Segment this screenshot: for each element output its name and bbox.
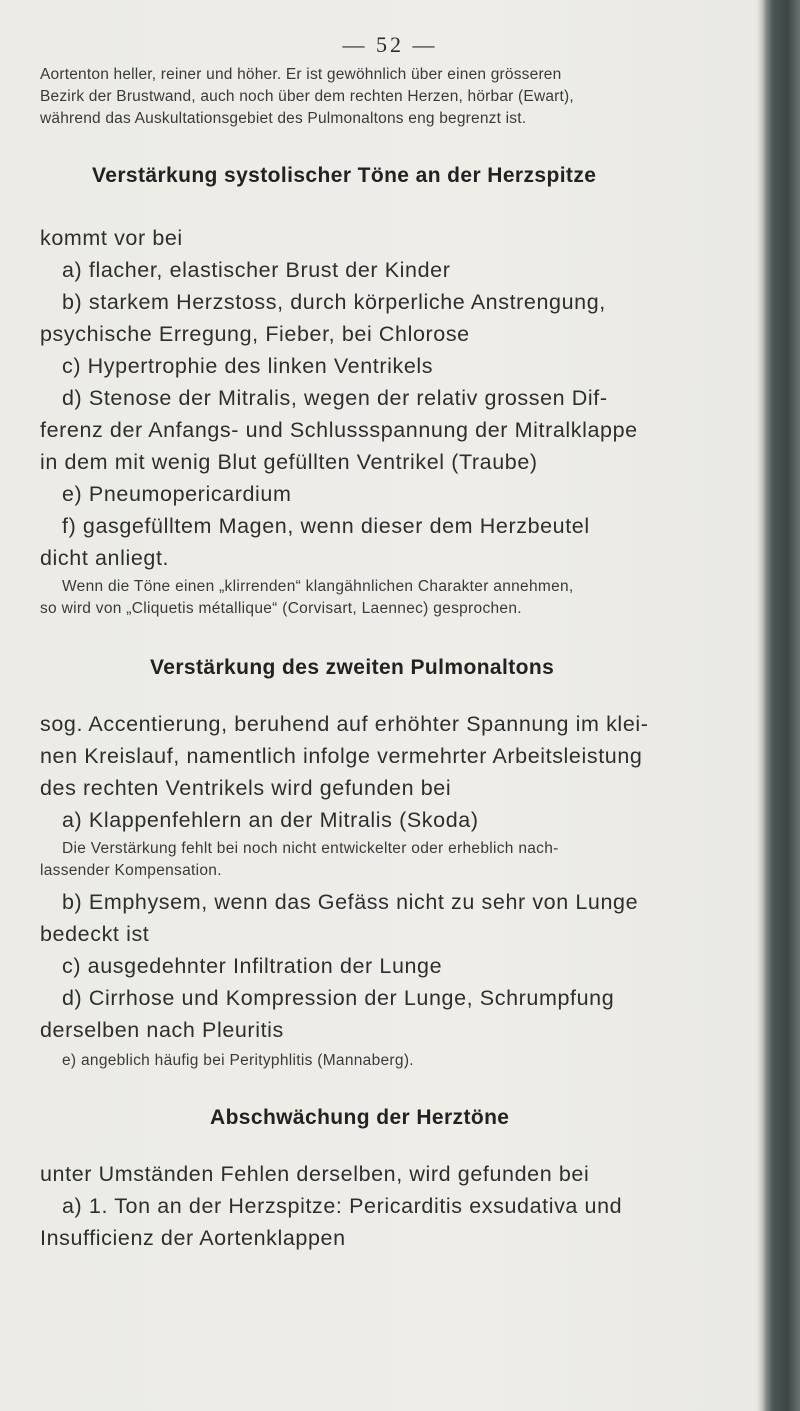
section1-line: dicht anliegt.	[40, 546, 170, 570]
section1-line: a) flacher, elastischer Brust der Kinder	[62, 258, 451, 282]
section2-line: d) Cirrhose und Kompression der Lunge, Schrumpfung	[62, 986, 615, 1010]
intro-line-2: Bezirk der Brustwand, auch noch über dem rechten Herzen, hörbar (Ewart),	[40, 88, 574, 105]
section1-line: b) starkem Herzstoss, durch körperliche Anstrengung,	[62, 290, 606, 314]
section1-line: kommt vor bei	[40, 226, 183, 250]
section1-line: d) Stenose der Mitralis, wegen der relativ grossen Dif-	[62, 386, 608, 410]
section2-note-line: Die Verstärkung fehlt bei noch nicht entwickelter oder erheblich nach-	[62, 840, 559, 857]
section3-line: Insufficienz der Aortenklappen	[40, 1226, 346, 1250]
section-heading-weakening: Abschwächung der Herztöne	[210, 1106, 510, 1129]
section3-line: unter Umständen Fehlen derselben, wird gefunden bei	[40, 1162, 590, 1186]
section1-line: e) Pneumopericardium	[62, 482, 292, 506]
section1-line: ferenz der Anfangs- und Schlussspannung der Mitralklappe	[40, 418, 638, 442]
section2-note-line: lassender Kompensation.	[40, 862, 222, 879]
section1-line: c) Hypertrophie des linken Ventrikels	[62, 354, 434, 378]
section2-line: b) Emphysem, wenn das Gefäss nicht zu sehr von Lunge	[62, 890, 639, 914]
section2-line: a) Klappenfehlern an der Mitralis (Skoda)	[62, 808, 479, 832]
section-heading-systolic: Verstärkung systolischer Töne an der Herzspitze	[92, 164, 597, 187]
section2-line: c) ausgedehnter Infiltration der Lunge	[62, 954, 443, 978]
section3-line: a) 1. Ton an der Herzspitze: Pericarditis exsudativa und	[62, 1194, 623, 1218]
section1-line: psychische Erregung, Fieber, bei Chlorose	[40, 322, 470, 346]
section1-line: f) gasgefülltem Magen, wenn dieser dem Herzbeutel	[62, 514, 590, 538]
section2-line: des rechten Ventrikels wird gefunden bei	[40, 776, 452, 800]
book-spine-shadow	[756, 0, 800, 1411]
section1-line: in dem mit wenig Blut gefüllten Ventrikel (Traube)	[40, 450, 538, 474]
section1-note-line: so wird von „Cliquetis métallique“ (Corvisart, Laennec) gesprochen.	[40, 600, 522, 617]
section-heading-pulmonal: Verstärkung des zweiten Pulmonaltons	[150, 656, 555, 679]
intro-line-3: während das Auskultationsgebiet des Pulmonaltons eng begrenzt ist.	[40, 110, 527, 127]
section1-note-line: Wenn die Töne einen „klirrenden“ klangähnlichen Charakter annehmen,	[62, 578, 574, 595]
section2-line: nen Kreislauf, namentlich infolge vermehrter Arbeitsleistung	[40, 744, 643, 768]
section2-line: sog. Accentierung, beruhend auf erhöhter Spannung im klei-	[40, 712, 649, 736]
page-number: — 52 —	[342, 32, 438, 57]
section2-line: derselben nach Pleuritis	[40, 1018, 284, 1042]
section2-note-line: e) angeblich häufig bei Perityphlitis (Mannaberg).	[62, 1052, 414, 1069]
section2-line: bedeckt ist	[40, 922, 150, 946]
intro-line-1: Aortenton heller, reiner und höher. Er ist gewöhnlich über einen grösseren	[40, 66, 562, 83]
